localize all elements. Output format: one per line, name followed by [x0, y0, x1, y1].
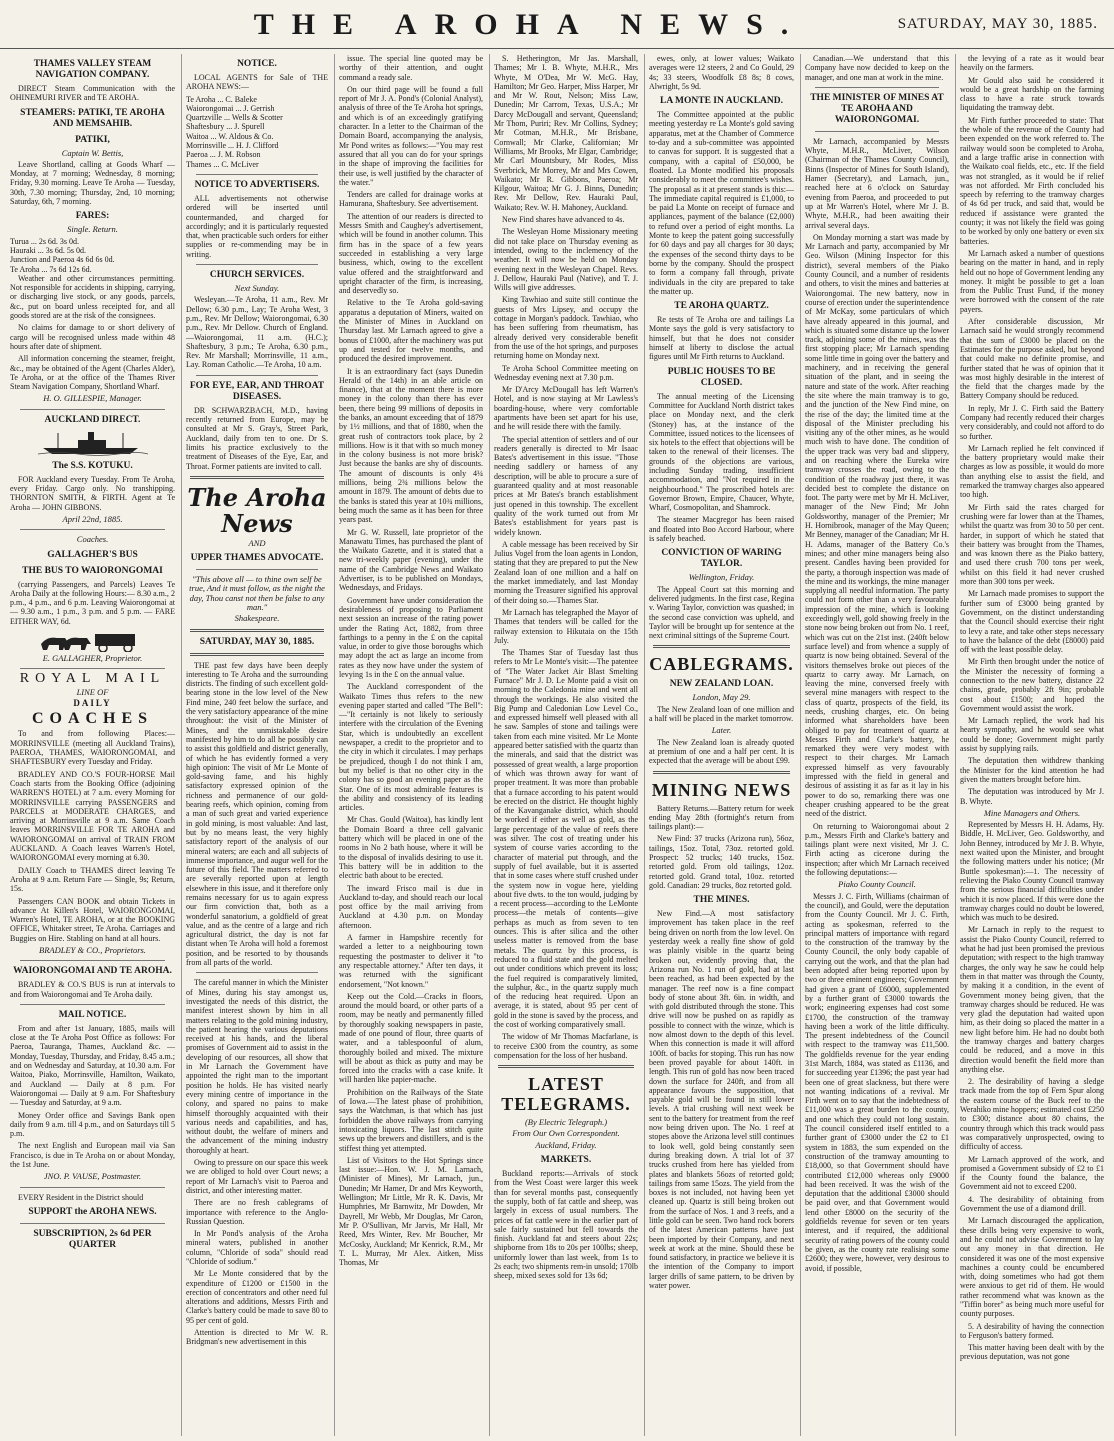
- news-paragraph: On our third page will be found a full report of Mr J. A. Pond's (Colonial Analyst), analysis of three of the Te Aroha hot springs, and which is of an exceedingly gratifying character. In a letter to the Chairman of the Domain Board, accompanying the analysis, Mr Pond writes as follows:—"You may rest assured that all you can do for your springs in the shape of improving the facilities for their use, is well justified by the character of the water.": [339, 84, 483, 187]
- news-paragraph: Te Aroha School Committee meeting on Wednesday evening next at 7.30 p.m.: [494, 363, 638, 382]
- divider: [815, 131, 939, 132]
- news-paragraph: The deputation was introduced by Mr J. B. Whyte.: [960, 787, 1104, 806]
- fares-columns: Single. Return.: [67, 224, 118, 235]
- divider: [190, 476, 324, 479]
- telegrams-subheading: (By Electric Telegraph.): [524, 1117, 608, 1128]
- news-paragraph: Mr G. W. Russell, late proprietor of the Manawatu Times, has purchased the plant of the Waikato Gazette, and it is stated that a new tri-weekly paper (evening), under the name of the Cambridge News and Waikato Advertiser, is to be published on Mondays, Wednesdays, and Fridays.: [339, 527, 483, 593]
- divider: [190, 653, 324, 656]
- news-paragraph: New Find shares have advanced to 4s.: [502, 215, 625, 225]
- notice-advertisers-heading: NOTICE TO ADVERTISERS.: [194, 179, 320, 190]
- news-paragraph: 4. The desirability of obtaining from Government the use of a diamond drill.: [960, 1194, 1104, 1214]
- fares-note-3: All information concerning the steamer, freight, &c., may be obtained of the Agent (Charles Alder), Te Aroha, or at the office of the Thames River Steam Navigation Company, Shortland Wharf.: [10, 354, 175, 392]
- motto-quote: "This above all — to thine own self be true, And it must follow, as the night the day, Thou canst not then be false to any man.": [189, 574, 325, 612]
- news-paragraph: Mr Firth said the rates charged for crushing were far lower than at the Thames, whilst the quartz was from 30 to 50 per cent. harder, in support of which he stated that their battery was brought from the Thames, and was known there as the Piako battery, and used there crush 700 tons per week, whilst on this field it had never crushed more than 300 tons per week.: [960, 502, 1104, 587]
- horse-coach-icon: [33, 630, 153, 652]
- leader-paragraph: Owing to pressure on our space this week we are obliged to hold over Court news; a report of Mr Larnach's visit to Paeroa and district, and other interesting matter.: [186, 1158, 328, 1195]
- divider: [196, 375, 318, 376]
- daily-thames-text: DAILY Coach to THAMES direct leaving Te Aroha at 9 a.m. Return Fare — Single, 9s; Return, 15s.: [10, 865, 175, 894]
- public-houses-heading: PUBLIC HOUSES TO BE CLOSED.: [667, 366, 776, 388]
- postmaster-signature: JNO. P. VAUSE, Postmaster.: [43, 1171, 142, 1182]
- news-paragraph: Represented by Messrs H. H. Adams, Hy. Biddle, H. McLiver, Geo. Goldsworthy, and John Benney, introduced by Mr J. B. Whyte, next waited upon the Minister, and brought the following matters under his notice; (Mr Buttle spokesman):—1. The necessity of relieving the Piako County Council tramway from the serious financial difficulties under which it is now placed. If this were done the tramway charges could no doubt be lowered, which was much to be desired.: [960, 820, 1104, 923]
- battery-returns-text: Battery Returns.—Battery return for week ending May 28th (fortnight's return from tailings plant):—: [649, 803, 794, 832]
- news-paragraph: The deputation then withdrew thanking the Minister for the kind attention he had given the matters brought before him.: [960, 756, 1104, 784]
- masthead-date: SATURDAY, MAY 30, 1885.: [897, 16, 1098, 32]
- notice-heading: NOTICE.: [237, 59, 277, 69]
- coaches-label: Coaches.: [76, 534, 109, 545]
- fares-note: Weather and other circumstances permitting. Not responsible for accidents in shipping, carrying, or discharging live stock, or any goods, parcels, &c., put on board unless receipted for, and all goods stored are at the risk of the consignees.: [10, 273, 175, 321]
- news-paragraph: S. Hetherington, Mr Jas. Marshall, Thames; Mr I. B. Whyte, M.H.R., Mrs Whyte, M O'Dea, Mr W. McG. Hay, Hamilton; Mr Geo. Harper, Miss Harper, Mr and Mr W. Rout, Nelson; Miss Law, Dunedin; Mr Carrom, Texas, U.S.A.; Mr Darcy McDougall and servant, Queensland; Mr Thom, Puriri; Rev. Mr Collins, Sydney; Mr Cotman, M.H.R., Mr Brisbane, Cornwall; Mr Clarke, Californian; Mr Williams, Mr Brooks, Mr Elgar, Cambridge; Mr Carl Mountsbury, Mr Rodes, Miss Sverbrick, Mr Morrey, Mr and Mrs Cowen, Waikato; Mr R. Gibbons, Paeroa; Mr Kilgour, Waitoa; Mr G. J. Binns, Dunedin; Rev. Mr Dellow, Rev. Hauraki Paul, Waikato; Rev. W. H. Mahoney, Auckland.: [494, 54, 638, 212]
- news-paragraph: Mr Larnach made promises to support the further sum of £3000 being granted by Government, on the distinct understanding that the Council should exercise their right to levy a rate, and take other steps necessary to have the balance of the debt (£8000) paid off with the least possible delay.: [960, 589, 1104, 655]
- la-monte-heading: LA MONTE IN AUCKLAND.: [660, 96, 783, 107]
- news-paragraph: Mr D'Arcy McDougall has left Warren's Hotel, and is now staying at Mr Lawless's boarding-house, where very comfortable apartments have been set apart for his use, and he will reside there with the family.: [494, 385, 638, 432]
- news-paragraph: Tenders are called for drainage works at Hamurana, Shaftesbury. See advertisement.: [339, 190, 483, 209]
- waiorongomai-heading: WAIORONGOMAI AND TE AROHA.: [13, 966, 172, 977]
- aroha-news-banner: The Aroha News: [187, 482, 327, 538]
- agent-row: Morrinsville ... H. J. Clifford: [186, 141, 279, 151]
- news-paragraph: 5. A desirability of having the connection to Ferguson's battery formed.: [960, 1321, 1104, 1340]
- latest-telegrams-heading: LATEST TELEGRAMS.: [501, 1074, 631, 1115]
- mines-text: New Find.—A most satisfactory improvement has taken place in the reef being driven on north from the low level. On yesterday week a really fine show of gold was plainly visible in the quartz being broken out, evidently proving that, the Arizona run No. 1 run of gold, had at last been reached, as had been expected by the manager. The reef now is a fine compact body of stone about 3ft. 6in. in width, and with gold distributed through the stone. This drive will now be pushed on as rapidly as possible to connect with the winze, which is now almost down to the depth of this level. When this connection is made it will afford 100ft. of backs for stoping. This run has now been proved payable for about 140ft. in length. This run of gold has now been traced down the surface for 240ft, and from all appearance favours the supposition, that payable gold will be found in still lower levels. A trial crushing will next week be sent to the battery for treatment from the reef now being driven upon. The No. 1 reef at stopes above the Arizona level still continues to look well, gold being constantly seen during breaking down. A trial lot of 37 trucks crushed from here has yielded from plates and blankets 56ozs of retorted gold; tailings from same 15ozs. The yield from the boxes is not included, not having been yet cleaned up. Quartz is still being broken out from the surface of Nos. 1 and 3 reefs, and a little gold can be seen. Two hand rock borers of the latest American patterns have just been imported by their Company, and next week at work at the mine. Should these be found satisfactory, in practice we believe it is the intention of the Company to import larger drills of same pattern, to be driven by water power.: [649, 909, 794, 1291]
- news-paragraph: The Auckland correspondent of the Waikato Times thus refers to the new evening paper started and called "The Bell":—"It certainly is not likely to seriously interfere with the circulation of the Evening Star, which is undoubtedly an excellent newspaper, a credit to the proprietor and to the city in which it circulates. I may perhaps be prejudiced, though I do not think I am, but my belief is that no other city in the colony has so good an evening paper as the Star. One of its most admirable features is the ability and consistency of its leading articles.: [339, 682, 483, 813]
- leader-paragraph: Attention is directed to Mr W. R. Bridgman's new advertisement in this: [186, 1328, 328, 1347]
- divider: [190, 629, 324, 632]
- local-agents-text: LOCAL AGENTS for Sale of THE AROHA NEWS:—: [186, 73, 328, 92]
- news-paragraph: In reply, Mr J. C. Firth said the Battery Company had recently reduced their charges very considerably, and could not afford to do so further.: [960, 403, 1104, 441]
- subscription-text: SUBSCRIPTION, 2s 6d PER QUARTER: [33, 1228, 152, 1250]
- news-paragraph: The attention of our readers is directed to Messrs Smith and Caughey's advertisement, which will be found in another column. This firm has in the space of a few years succeeded in establishing a very large business, which, owing to the excellent value offered and the straightforward and upright character of the firm, is increasing, and deservedly so.: [339, 211, 483, 296]
- news-paragraph: Keep out the Cold.—Cracks in floors, around the mould board, or other parts of a room, may be neatly and permanently filled by thoroughly soaking newspapers in paste, made of one pound of flour, three quarts of water, and a tablespoonful of alum, thoroughly boiled and mixed. The mixture will be about as thick as putty and may be forced into the cracks with a case knife. It will harden like papier-mache.: [339, 991, 483, 1085]
- mines-heading: THE MINES.: [693, 895, 750, 906]
- news-paragraph: The widow of Mr Thomas Macfarlane, is to receive £300 from the country, as some compensation for the loss of her husband.: [494, 1032, 638, 1060]
- news-paragraph: Mr Firth then brought under the notice of the Minister the necessity of forming a connection to the new battery, distance 22 chains, grade, probably 2ft 9in; probable cost about £1500; and hoped the Government would assist the work.: [960, 657, 1104, 713]
- fare-row: Junction and Paeroa 4s 6d 6s 0d.: [10, 255, 115, 265]
- news-paragraph: After considerable discussion, Mr Larnach said he would strongly recommend that the sum of £3000 be placed on the Estimates for the purpose asked, but beyond that could make no definite promise, and further stated that he was of opinion that it was most highly desirable in the interest of the field that the charges made by the Battery Company should be reduced.: [960, 317, 1104, 401]
- divider: [20, 1187, 165, 1188]
- news-paragraph: Prohibition on the Railways of the State of Iowa.—The latest phase of prohibition, says the Watchman, is that which has just forbidden the above railways from carrying intoxicating liquors. The last stitch quite sews up the brewers and distillers, and is the stiffest thing yet attempted.: [339, 1087, 483, 1153]
- eye-ear-heading: FOR EYE, EAR, AND THROAT DISEASES.: [189, 380, 325, 402]
- column-2: [181, 54, 332, 1436]
- news-paragraph: King Tawhiao and suite still continue the guests of Mrs Lipsey, and occupy the cottage in Morgan's paddock. Tawhiao, who has been suffering from rheumatism, has already derived very considerable benefit from the use of the hot springs, and purposes returning home on Monday next.: [494, 295, 638, 361]
- royal-mail-title: ROYAL MAIL: [19, 671, 166, 687]
- news-paragraph: On returning to Waiorongomai about 2 p.m., Messrs Firth and Clarke's battery and tailings plant were next visited, Mr J. C. Firth acting as cicerone during the inspection; after which Mr Larnach received the following deputations:—: [805, 821, 949, 878]
- leader-paragraph: THE past few days have been deeply interesting to Te Aroha and the surrounding districts. The finding of such excellent gold-bearing stone in the low level of the New Find mine, 240 feet below the surface, and the very satisfactory appearance of the mine throughout: the visit of the Minister of Mines, and the unmistakable desire manifested by him to do all he possibly can to assist this goldfield and district generally, of which he has evidently formed a very high opinion: The visit of Mr Le Monte of gold-saving fame, and his highly satisfactory expressed opinion of the richness and permanence of our gold-bearing reefs, which opinion, coming from a man of such great and varied experience in gold mining, is most valuable: And last, but by no means least, the very highly satisfactory report of the analysis of our mineral waters; are each and all subjects of immense importance, and augur well for the future of this field. The matters referred to are severally reported upon at length elsewhere in this issue, and it therefore only remains necessary for us to again express our firm conviction that, both as a wonderful sanatorium, a goldfield of great value, and as the centre of a large and rich agricultural district, the day is not far distant when Te Aroha will hold a foremost position, and be resorted to by thousands from all parts of the world.: [186, 660, 328, 968]
- news-paragraph: Mr Firth further proceeded to state: That the whole of the revenue of the County had been expended on the work referred to. The railway would soon be completed to Aroha, and a large traffic arise in connection with the Waikato coal fields, etc., etc. If the field was not strangled, as it would be if relief was not afforded. Mr Firth concluded his speech by referring to the tramway charges of 4s 6d per truck, and said that, would be reduced if assistance were granted the county; it was not likely the field was going to be worked by only one battery or even six batteries.: [960, 115, 1104, 246]
- divider: [815, 87, 939, 88]
- news-paragraph: Government have under consideration the desirableness of proposing to Parliament next session an increase of the rating power under the Rating Act, 1882, from three farthings to a penny in the £ on the capital value, in order to give those boroughs which may adopt the act as large an income from rates as they now have under the system of levying 1s in the £ on the annual value.: [339, 595, 483, 679]
- church-services-heading: CHURCH SERVICES.: [209, 270, 305, 281]
- divider: [20, 1223, 165, 1224]
- divider: [498, 1065, 634, 1068]
- agent-row: Waiorongomai ... J. Gerrish: [186, 103, 275, 113]
- kotuku-date: April 22nd, 1885.: [62, 513, 123, 524]
- divider: [20, 409, 165, 410]
- divider: [20, 668, 165, 669]
- agent-row: Quartzville ... Wells & Scotter: [186, 113, 283, 123]
- column-4: [489, 54, 642, 1436]
- next-sunday-label: Next Sunday.: [234, 283, 280, 294]
- news-paragraph: Mr Chas. Gould (Waitoa), has kindly lent the Domain Board a three cell galvanic battery which will be placed in one of the rooms in No 2 bath house, where it will be to the disposal of invalids desiring to use it. This battery will be in addition to the electric bath about to be erected.: [339, 815, 483, 881]
- telegrams-correspondent: From Our Own Correspondent.: [512, 1128, 620, 1139]
- conviction-heading: CONVICTION OF WARING TAYLOR.: [661, 548, 782, 570]
- news-paragraph: The Thames Star of Tuesday last thus refers to Mr Le Monte's visit:—The patentee of "The Water Jacket Air Blast Smelting Furnace" Mr J. D. Le Monte paid a visit on morning to the Caledonia mine and went all through the workings. He also visited the Big Pump and Caledonian Low Level Co., and expressed himself well pleased with all he saw. Samples of stone and tailings were taken from each mine visited. Mr Le Monte appeared better satisfied with the quartz than the minerals, and said that the district was possessed of great wealth, a large proportion of which was thrown away for want of proper treatment. It was more than probable that a furnace according to his patent would be erected on the district. He thought highly of the Kavanganake district, which should be worked if either as well as gold, as the large percentage of the value of reefs there was silver. The cost of treating under his system of course varies according to the character of material put through, and the supply of fuel available, but it is asserted that in some cases where stuff crushed under the system now in vogue here, yielding about five dwts. to the ton would, judging by a recent process—according to the LeMonte process—the metals of contents—give perhaps as much as from seven to ten ounces. This is after silica and the other useless matter is removed from the base metals. The quartz by this process, is reduced to a fluid state and the gold melted out under conditions which prevent its loss; the fuel required is comparatively limited, the sulphur, &c., in the quartz supply much of the reducing heat required. Upon an average, it is stated, about 95 per cent of gold in the stone is saved by the process, and the cost of working comparatively small.: [494, 648, 638, 1029]
- patiki-captain: Captain W. Bettis,: [61, 147, 124, 158]
- banner-and: AND: [248, 537, 266, 548]
- later-label: Later.: [711, 725, 732, 736]
- news-paragraph: The Wesleyan Home Missionary meeting did not take place on Thursday evening as intended, owing to the inclemency of the weather. It will now be held on Monday evening next in the Wesleyan Chapel. Revs. J. Dellow, Hauraki Paul (Native), and T. J. Wills will give addresses.: [494, 227, 638, 293]
- church-services-text: Wesleyan.—Te Aroha, 11 a.m., Rev. Mr Dellow; 6.30 p.m., Lay; Te Aroha West, 3 p.m., Rev. Mr Dellow; Waiorongomai, 6.30 p.m., Rev. Mr Dellow. Church of England.—Waiorongomai, 11 a.m. (H.C.); Shaftesbury, 3 p.m.; Te Aroha, 6.30 p.m., Rev. Mr Marshall; Morrinsville, 11 a.m., Lay. Roman Catholic.—Te Aroha, 10 a.m.: [186, 295, 328, 370]
- news-paragraph: Mr Larnach replied he felt convinced if the battery proprietary would make their charges as low as possible, it would do more than anything else to assist the field, and remarked the tramway charges also appeared too high.: [960, 443, 1105, 500]
- gallagher-heading: GALLAGHER'S BUS: [47, 549, 138, 560]
- minister-of-mines-heading: THE MINISTER OF MINES AT TE AROHA AND WAIORONGOMAI.: [810, 92, 944, 125]
- newspaper-title: THE AROHA NEWS.: [253, 8, 807, 41]
- column-7: [955, 54, 1108, 1436]
- quartz-text: Re tests of Te Aroha ore and tailings La Monte says the gold is very satisfactory to himself, but that he does not consider himself at liberty to disclose the actual figures until Mr Firth returns to Auckland.: [649, 315, 794, 362]
- agent-row: Thames ... C. McLiver: [186, 159, 259, 169]
- fare-row: Te Aroha ... 7s 6d 12s 6d.: [10, 264, 92, 274]
- news-paragraph: the levying of a rate as it would bear heavily on the farmers.: [960, 54, 1104, 73]
- conviction-dateline: Wellington, Friday.: [688, 572, 755, 583]
- eye-ear-text: DR SCHWARZBACH, M.D., having recently returned from Europe, may be consulted at Mr S. Gray's, Street Park, Auckland, daily from ten to one. Dr S. limits his practice exclusively to the treatment of Diseases of the Eye, Ear, and Throat. Former patients are invited to call.: [186, 405, 328, 471]
- steamship-icon: [38, 430, 148, 456]
- news-paragraph: Relative to the Te Aroha gold-saving apparatus a deputation of Miners, waited on the Minister of Mines in Auckland on Thursday last. Mr Larnach agreed to give a bonus of £1000, after the machinery was put up and tested for twelve months, and produced the desired improvement.: [339, 298, 483, 364]
- news-paragraph: Canadian.—We understand that this Company have now decided to keep on the manager, and one man at work in the mine.: [805, 54, 949, 82]
- public-houses-text: The annual meeting of the Licensing Committee for Auckland North district takes place on Monday next, and the clerk (Stoney) has, at the instance of the Committee, issued notices to the licensees of six hotels to the effect that objections will be taken to the renewal of their licenses. The grounds of the objections are various, including Sunday trading, insufficient accommodation, and "Not required in the neighbourhood." The proscribed hotels are: Governor Brown, Empire, Chaucer, Whyte, Wharf, Cosmopolitan, and Shamrock.: [649, 391, 794, 513]
- leader-paragraph: In Mr Pond's analysis of the Aroha mineral waters, published in another column, "Chloride of soda" should read "Chloride of sodium.": [186, 1229, 328, 1266]
- manager-signature: H. O. GILLESPIE, Manager.: [43, 393, 142, 404]
- patiki-schedule: Leave Shortland, calling at Goods Wharf — Monday, at 7 morning; Wednesday, 8 morning; Friday, 9.30 morning. Leave Te Aroha — Tuesday, 30th, 7.30 morning; Thursday, 2nd, 10 morning; Saturday, 6th, 7 morning.: [10, 159, 175, 207]
- divider: [653, 645, 790, 648]
- divider: [20, 529, 165, 530]
- divider: [196, 972, 318, 973]
- patiki-heading: PATIKI,: [75, 134, 110, 145]
- gallagher-text: (carrying Passengers, and Parcels) Leaves Te Aroha Daily at the following Hours:— 8.30 a.m., 2 p.m., 4 p.m., and 6 p.m. Leaving Waiorongomai at — 9.30 a.m., 1 p.m., 3 p.m. and 5 p.m. — FARE EITHER WAY, 6d.: [10, 579, 175, 626]
- notice-advertisers-text: ALL advertisements not otherwise ordered will be inserted until countermanded, and charged for accordingly; and it is particularly requested that, when practicable such orders for either supplies or re-commending may be in writing.: [186, 193, 328, 259]
- issue-date: SATURDAY, MAY 30, 1885.: [199, 636, 315, 647]
- booking-text: Passengers CAN BOOK and obtain Tickets in advance At Killen's Hotel, WAIORONGOMAI, Warren's Hotel, TE AROHA, or at the BOOKING OFFICE, Whitaker street, Te Aroha. Carriages and Buggies on Hire. Stabling on hand at all hours.: [10, 896, 175, 943]
- loan-text-2: The New Zealand loan is already quoted at premium of one and a half per cent. It is expected that the average will be about £99.: [649, 737, 794, 766]
- news-paragraph: Mr Larnach, accompanied by Messrs Whyte, M.H.R., McLiver, Wilson (Chairman of the Thames County Council), Binns (Inspector of Mines for South Island), Hamer (Secretary), and Larnach, jun., reached here at 6 o'clock on Saturday evening from Paeroa, and proceeded to put up at Mr Warren's Hotel, where Mr J. B. Whyte, M.H.R., had been awaiting their arrival several days.: [805, 136, 949, 230]
- loan-text: The New Zealand loan of one million and a half will be placed in the market tomorrow.: [649, 704, 794, 724]
- page-columns: [6, 54, 1108, 1436]
- kotuku-heading: The S.S. KOTUKU.: [52, 460, 133, 471]
- markets-text: Buckland reports:—Arrivals of stock from the West Coast were larger this week than for several months past, consequently the supply, both of fat cattle and sheep, was largely in excess of usual numbers. The prices of fat cattle were in the earlier part of sale fairly sustained but fell towards the finish. Auckland fat and steers about 22s; shipborne from 18s to 20s per 100lbs; sheep, uniformly lower than last week, from 1s to 2s each; two shipments rem-in unsold; 170lb sheep, mixed sexes sold for 13s 6d;: [494, 1169, 638, 1281]
- leader-paragraph: Mr Le Monte considered that by the expenditure of £1200 or £1500 in the erection of concentrators and other need ful alterations and additions, Messrs Firth and Clarke's battery could be made to save 80 to 95 per cent of gold.: [186, 1269, 328, 1325]
- column-5: [644, 54, 798, 1436]
- news-paragraph: This matter having been dealt with by the previous deputation, was not gone: [960, 1343, 1104, 1362]
- fare-row: Hauraki ... 3s 6d. 5s 0d.: [10, 245, 86, 255]
- gallagher-proprietor: E. GALLAGHER, Proprietor.: [42, 652, 143, 663]
- agent-row: Paeroa ... J. M. Robson: [186, 150, 261, 160]
- mining-news-heading: MINING NEWS: [651, 779, 792, 800]
- news-paragraph: Mr Larnach replied, the work had his hearty sympathy, and he would see what could be done; Government might partly assist by supplying rails.: [960, 716, 1104, 754]
- agent-row: Te Aroha ... C. Baleke: [186, 94, 257, 104]
- money-order-text: Money Order office and Savings Bank open daily from 9 a.m. till 4 p.m., and on Saturdays till 5 p.m.: [10, 1110, 175, 1139]
- quartz-heading: TE AROHA QUARTZ.: [674, 301, 769, 312]
- gallagher-subheading: THE BUS TO WAIORONGOMAI: [22, 565, 163, 576]
- coach-routes-text: To and from following Places:— MORRINSVILLE (meeting all Auckland Trains), PAEROA, THAMES, WAIORONGOMAI, and SHAFTESBURY every Tuesday and Friday.: [10, 729, 175, 767]
- news-paragraph: Mr Larnach discouraged the application, these drills being very expensive to work, and he could not advise Government to lay out any money in that direction. He considered it was one of the most expensive machines a county could be encumbered with, doing sometimes who had got them were anxious to get rid of them. He would rather recommend what was known as the "Tiffin borer" as being much more useful for county purposes.: [960, 1216, 1104, 1319]
- news-paragraph: 2. The desirability of having a sledge track made from the top of Fern Spur along the eastern course of the Buck reef to the Werahiko mine hoppers; estimated cost £250 to £300; distance about 80 chains, the country through which this track would pass was comparatively unprospected, owing to difficulty of access.: [960, 1077, 1104, 1152]
- steamers-heading: STEAMERS: PATIKI, TE AROHA AND MEMSAHIB.: [20, 107, 165, 129]
- mail-notice-text: From and after 1st January, 1885, mails will close at the Te Aroha Post Office as follows: For Paeroa, Tauranga, Thames, Auckland &c. — Monday, Tuesday, Thursday, and Friday, 8.45 a.m.; and on Wednesday and Saturday, at 10.30 a.m. For Waitoa, Piako, Morrinsville, Hamilton, Waikato, and Auckland — Daily at 8 p.m. For Waiorongomai — Daily at 9 a.m. For Shaftesbury — Tuesday and Saturday, at 9 a.m.: [10, 1023, 175, 1108]
- column-3: [334, 54, 487, 1436]
- kotuku-text: FOR Auckland every Tuesday. From Te Aroha, every Friday. Cargo only. No transhipping. THORNTON SMITH, & FIRTH. Agent at Te Aroha — JOHN GIBBONS.: [10, 474, 175, 512]
- news-paragraph: Mr Gould also said he considered it would be a great hardship on the farming class to have a rate struck towards liquidating the tramway debt.: [960, 75, 1104, 113]
- news-paragraph: Messrs J. C. Firth, Williams (chairman of the council), and Gould, were the deputation from the County Council. Mr J. C. Firth, acting as spokesman, referred to the principal matters of importance with regard to the construction of the tramway by the County Council, the only body capable of carrying out the work, and that the plan had been adopted after being reported upon by two or three eminent engineers; Government had given a grant of £6000, supplemented by a further grant of £3000 towards the work; engineering expenses had cost some £1700, the construction of the tramway having been a work of the little difficulty. The present indebtedness of the Council with respect to the tramway was £11,500. The goldfields revenue for the year ending 31st March, 1884, was stated as £1136, and for succeeding year £1396; the past year had been one of great slackness, but there were not wanting indications of a revival. Mr Firth went on to say that the indebtedness of £11,000 was a great burden to the county, and one which they could not long sustain. The council considered itself entitled to a further grant of £3000 under the £2 to £1 system in 1883, the sum expended on the construction of the tramway amounting to £18,000, so that Government should have contributed £12,000 whereas only £9000 had been received. It was the wish of the deputation that the additional £3000 should be paid over, and that Government would lend other £8000 on the security of the goldfields revenue for seven or ten years interest, and if required, the additional security of rating powers of the county could be given, as the county rate realising some £2600; they were, however, very desirous to avoid, if possible,: [805, 891, 949, 1273]
- agent-row: Waitoa ... W. Aldous & Co.: [186, 131, 274, 141]
- nz-loan-heading: NEW ZEALAND LOAN.: [669, 679, 774, 690]
- news-paragraph: It is an extraordinary fact (says Dunedin Herald of the 14th) in an able article on finance), that at the moment there is more money in the colony than there has ever been, there being 99 millions of deposits in the banks, an amount exceeding that of 1879 by 1½ millions, and that of 1880, when the great rush of contractors took place, by 2 millions. How is it that with so much money in the colony business is not more brisk? Just because the banks are shy of discounts. The amount of discounts is only 4¼ millions, being 2¾ millions below the amount in 1879. The amount of debts due to the banks is stated this year at 10¾ millions, being much the same as it has been for three years past.: [339, 366, 483, 525]
- steamer-text: The steamer Macgregor has been raised and floated into Boo Accord Harbour, where is safely beached.: [649, 515, 794, 544]
- news-paragraph: A farmer in Hampshire recently for warded a letter to a neighbouring town requesting the postmaster to deliver it "to any respectable attorney." After ten days, it was returned with the significant endorsement, "Not known.": [339, 933, 483, 989]
- news-paragraph: issue. The special line quoted may be worthy of their attention, and ought command a ready sale.: [339, 54, 483, 82]
- news-paragraph: List of Visitors to the Hot Springs since last issue:—Hon. W. J. M. Larnach, (Minister of Mines), Mr Larnach, jun., Dunedin; Mr Hamer, Dr and Mrs Keyworth, Wellington; Mr Little, Mr R. K. Davis, Mr Humphries, Mr Barnwitz, Mr Dowden, Mr Dayrell, Mr Webb, Mr Douglas, Mr Caron, Mr P. O'Sullivan, Mr Jarvis, Mr Hall, Mr Reed, Mrs Winter, Rev. Mr Boucher, Mr McCosky, Auckland; Mr Kenrick, R.M., Mr T. L. Murray, Mr Alex. Aitken, Miss Thomas, Mr: [339, 1155, 483, 1268]
- agent-row: Shaftesbury ... J. Spurell: [186, 122, 265, 132]
- coaches-title: COACHES: [31, 710, 154, 728]
- divider: [20, 1004, 165, 1005]
- upper-thames-advocate: UPPER THAMES ADVOCATE.: [190, 553, 324, 564]
- fares-heading: FARES:: [75, 211, 110, 222]
- every-resident-text: EVERY Resident in the District should: [18, 1192, 144, 1202]
- bradley-text: BRADLEY AND CO.'S FOUR-HORSE Mail Coach starts from the Booking Office (adjoining WARREN'S HOTEL) at 7 a.m. every Morning for MORRINSVILLE carrying PASSENGERS and PARCELS at MODERATE CHARGES, and arriving at Morrinsville at 9 a.m. Same Coach leaves MORRINSVILLE FOR TE AROHA and WAIORONGOMAI on arrival of TRAIN FROM AUCKLAND. A Coach leaves Warren's Hotel, WAIORONGOMAI every morning at 6.30.: [10, 769, 175, 863]
- column-1: [6, 54, 179, 1436]
- support-text: SUPPORT the AROHA NEWS.: [28, 1206, 157, 1217]
- piako-council-heading: Piako County Council.: [838, 879, 916, 890]
- steam-nav-heading: THAMES VALLEY STEAM NAVIGATION COMPANY.: [33, 59, 152, 80]
- divider: [20, 960, 165, 961]
- daily-label: DAILY: [73, 697, 112, 708]
- news-paragraph: The special attention of settlers and of our readers generally is directed to Mr Isaac Bates's advertisement in this issue. "Those needing saddlery or harness of any description, will be able to procure a sure of guaranteed quality and at most reasonable prices at Mr Bates's branch establishment just opened in this township. The excellent quality of the work turned out from Mr Bates's establishment for years past is widely known.: [494, 434, 638, 537]
- la-monte-text: The Committee appointed at the public meeting yesterday re La Monte's gold saving apparatus, met at the Chamber of Commerce to-day and a sub-committee was appointed to canvas for support. It is suggested that a company, with a capital of £50,000, be floated. La Monte modified his proposals considerably to meet the committee's wishes. The proposal as it at present stands is this:—The immediate capital required is £1,000, to be paid La Monte on receipt of furnace and appliances, payment of the balance (£2,000) to refund over a period of eight months. La Monte to keep the patent going successfully for 60 days and pay all charges for 30 days; the expenses of the second thirty days to be borne by the company. Should the prospect to form a company fall through, private individuals in the city are prepared to take the matter up.: [649, 110, 794, 296]
- leader-paragraph: There are no fresh cablegrams of importance with reference to the Anglo-Russian Question.: [186, 1198, 328, 1226]
- divider: [196, 569, 318, 570]
- fare-row: Turua ... 2s 6d. 3s 0d.: [10, 236, 80, 246]
- news-paragraph: Mr Larnach in reply to the request to assist the Piako County Council, referred to what he had just been promised the previous deputation; with respect to the high tramway charges, the only way he saw he could help them in that matter was through the County, by making it a condition, in the event of Government money being given, that the tramway charges should be reduced. He was very glad the deputation had waited upon him, as their doing so placed the matter in a new light before him. He had no doubt both the tramway charges and battery charges could be reduced, and a move in this direction would benefit the field more than anything else.: [960, 925, 1104, 1074]
- cablegrams-heading: CABLEGRAMS.: [649, 654, 794, 675]
- masthead: [0, 0, 1114, 49]
- mail-notice-heading: MAIL NOTICE.: [58, 1009, 127, 1020]
- telegrams-dateline: Auckland, Friday.: [535, 1139, 597, 1150]
- news-paragraph: On Monday morning a start was made by Mr Larnach and party, accompanied by Mr Geo. Wilson (Mining Inspector for this district), several members of the Piako County Council, and a number of residents and others, to visit the mines and batteries at Waiorongomai. The new battery, now in course of erection under the superintendence of Mr McKay, some particulars of which have already appeared in this journal, and which is situated some distance up the lower track, adjoining some of the mines, was the first stopping place; Mr Larnach spending some little time in going over the battery and machinery, and in receiving the general situation of the plant, and in seeing the nature and state of the work. After reaching the site where the main tramway is to go, and the junction of the New Find mine, on the rise of the day; the limited time at the disposal of the Minister precluding his visiting any of the other mines, as he would much wish to have done. The condition of the upper track was very bad and slippery, and on reaching where the Eureka wire tramway crosses the road, owing to the condition of the roadway just there, it was decided best to complete the distance on foot. The party were met by Mr H. McLiver, manager of the New Find; Mr John Goldsworthy, manager of the Premier; Mr H. Hornibrook, manager of the May Queen; Mr Benney, manager of the Canadian; Mr H. H. Adams, manager of the Battery Co.'s mines; and other mine managers being also present. Candles having been provided for the party, a thorough inspection was made of the mine and its workings, the mine manager supplying all needful information. The party could not form other than a very favourable impression of the mine, which is looking exceedingly well, gold showing freely in the stone now being broken out from No. 1 reef, which was cut on the 21st inst. (240ft below surface level) and from whence a supply of quartz is now being obtained. Several of the visitors themselves broke out pieces of the quartz to carry away. Mr Larnach, on leaving the mine, conversed freely with several mine managers with respect to the class of quartz, prospects of the field, its needs, crushing charges, etc. On being informed what shareholders have been obliged to pay for treatment of quartz at Messrs Firth and Clarke's battery, he remarked they were very modest with respect to their charges. Mr Larnach expressed himself as very favourably impressed with the field in general and desirous of assisting it as far as it lay in his power to do so, remarking there was one cheaper crushing appeared to be the great need of the district.: [805, 232, 949, 819]
- news-paragraph: Mr Larnach has telegraphed the Mayor of Thames that tenders will be called for the railway extension to Hikutaia on the 15th July.: [494, 607, 638, 645]
- london-dateline: London, May 29.: [692, 692, 751, 703]
- mail-note-text: The next English and European mail via San Francisco, is due in Te Aroha on or about Monday, the 1st June.: [10, 1141, 175, 1170]
- steam-nav-text: DIRECT Steam Communication with the OHINEMURI RIVER and TE AROHA.: [10, 84, 175, 103]
- waiorongomai-text: BRADLEY & CO.'S BUS is run at intervals to and from Waiorongomai and Te Aroha daily.: [10, 980, 175, 999]
- news-paragraph: Mr Larnach approved of the work, and promised a Government subsidy of £2 to £1 if the County found the balance, the Government aid not to exceed £200.: [960, 1154, 1104, 1192]
- line-of-label: LINE OF: [76, 686, 109, 697]
- bradley-proprietors: BRADLEY & CO., Proprietors.: [39, 945, 146, 955]
- battery-figures-text: New Find: 37 trucks (Arizona run), 56oz, tailings, 15oz. Total, 73oz. retorted gold. Prospect: 52 trucks; 140 trucks, 15oz. retorted gold. From old tailings, 12oz. retorted gold. Grand total, 10oz. retorted gold. Canadian: 29 trucks, 8oz retorted gold.: [649, 834, 794, 890]
- leader-paragraph: The careful manner in which the Minister of Mines, during his stay amongst us, investigated the needs of this district, the manifest interest shown by him in all matters relating to the gold mining industry, the patient hearing the various deputations received at his hands, and the liberal promises of Government aid to assist in the developing of our resources, all show that in Mr Larnach the Government have appointed the right man to the important position he holds. He has visited nearly every mining centre of importance in the colony, and spared no pains to make himself thoroughly acquainted with their various needs and capabilities, and has, without doubt, the welfare of miners and the advancement of the mining industry thoroughly at heart.: [186, 978, 328, 1155]
- divider: [196, 174, 318, 175]
- motto-author: Shakespeare.: [234, 613, 280, 624]
- markets-heading: MARKETS.: [540, 1155, 592, 1166]
- news-paragraph: A cable message has been received by Sir Julius Vogel from the loan agents in London, stating that they are prepared to put the New Zealand loan of one million and a half on the market immediately, and last Monday morning the Treasurer signified his approval of their doing so.—Thames Star.: [494, 539, 638, 605]
- news-paragraph: ewes, only, at lower values; Waikato averages were 12 steers, 2 and Co Gould, 29 4s; 33 steers, Woodfolk £8 8s; 8 cows, Alwright, 5s 9d.: [649, 54, 794, 91]
- divider: [653, 771, 790, 774]
- auckland-direct-heading: AUCKLAND DIRECT.: [44, 414, 141, 425]
- column-6: [800, 54, 953, 1436]
- news-paragraph: The inward Frisco mail is due in Auckland to-day, and should reach our local post office by the mail arriving from Auckland at 4.30 p.m. on Monday afternoon.: [339, 883, 483, 930]
- conviction-text: The Appeal Court sat this morning and delivered judgments. In the first case, Regina v. Waring Taylor, conviction was quashed; in the second case conviction was upheld, and Taylor will be brought up for sentence at the next criminal sittings of the Supreme Court.: [649, 584, 794, 641]
- news-paragraph: Mr Larnach asked a number of questions bearing on the matter in hand, and in reply held out no hope of Government lending any money. It might be possible to get a loan from the Public Trust Fund, if the money were borrowed with the consent of the rate payers.: [960, 248, 1104, 314]
- fares-note-2: No claims for damage to or short delivery of cargo will be recognised unless made within 48 hours after date of shipment.: [10, 323, 175, 351]
- mine-managers-heading: Mine Managers and Others.: [983, 807, 1081, 818]
- divider: [196, 264, 318, 265]
